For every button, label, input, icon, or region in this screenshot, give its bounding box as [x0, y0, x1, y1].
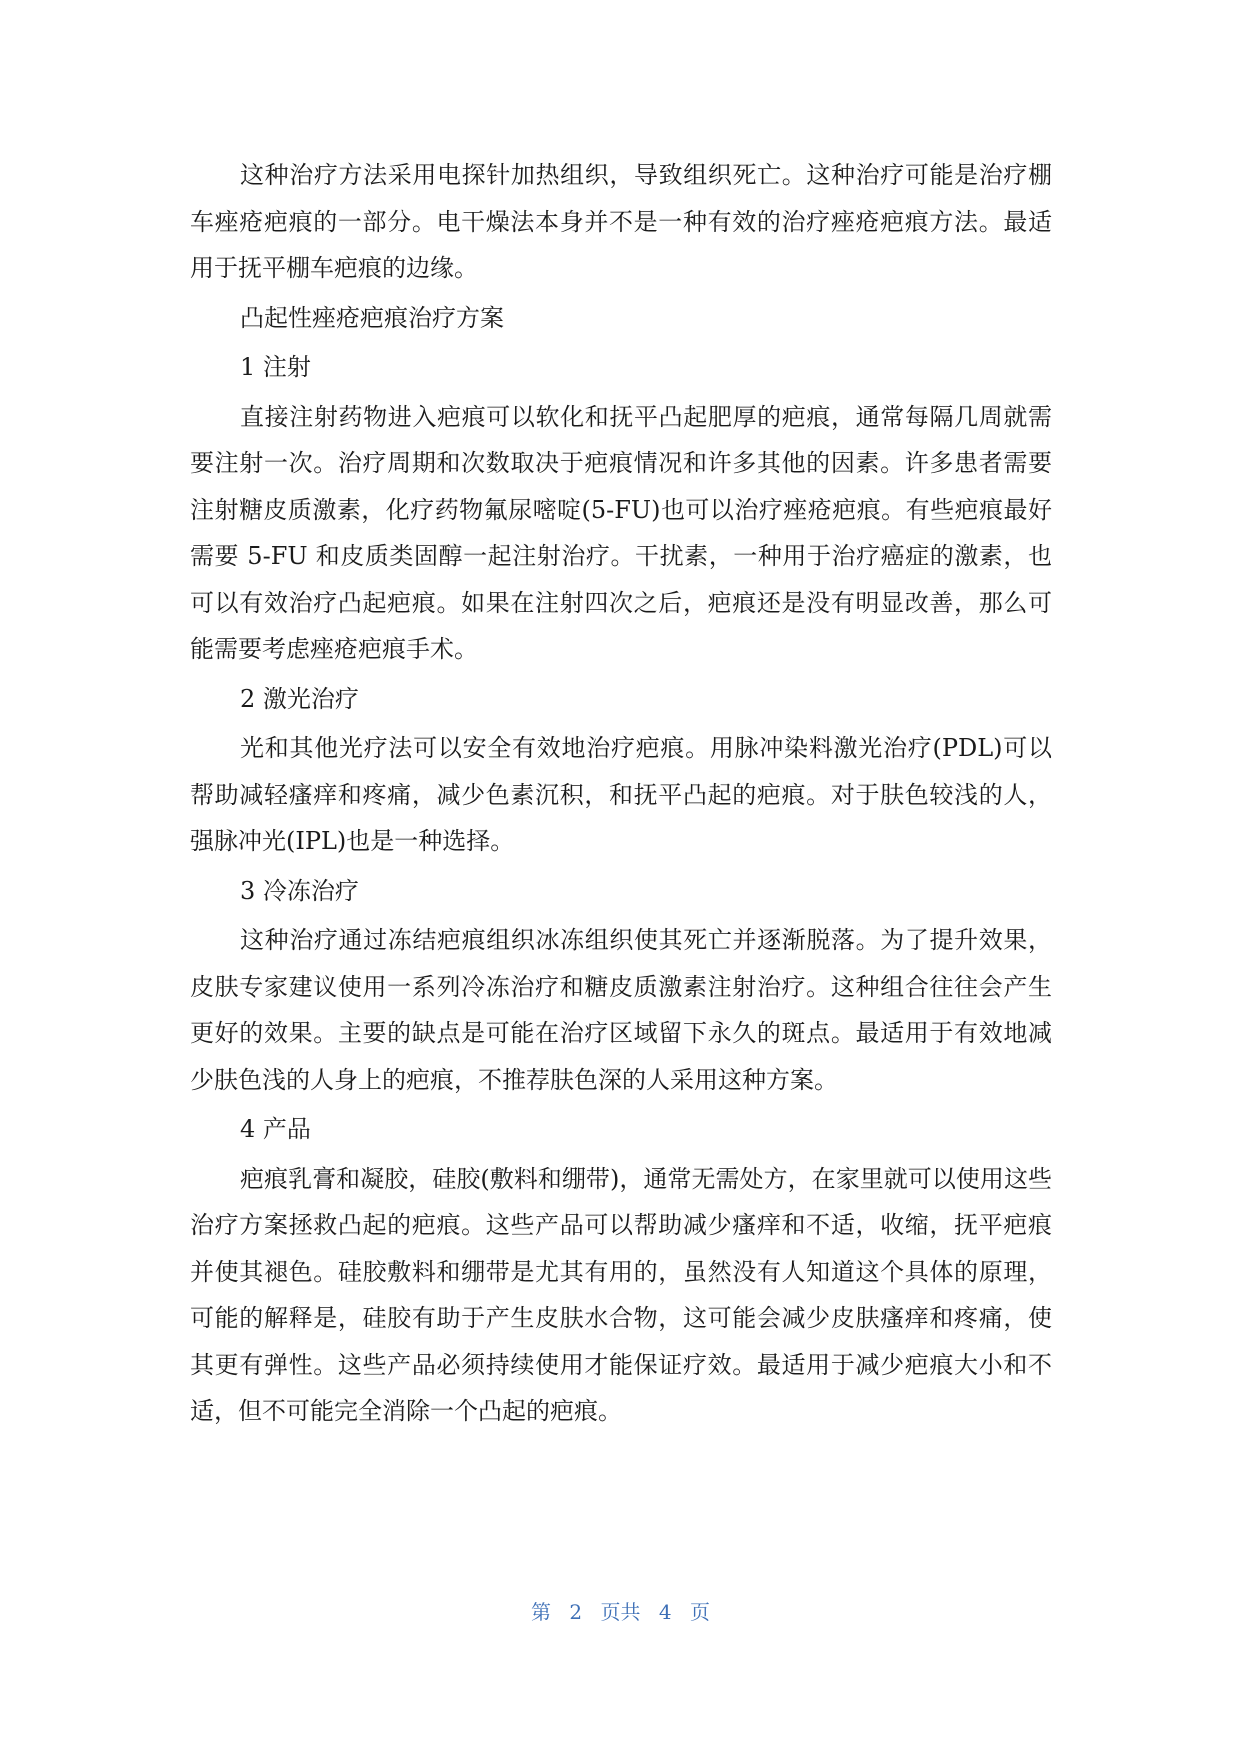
footer-total-pages: 4	[658, 1600, 672, 1624]
paragraph-injection: 直接注射药物进入疤痕可以软化和抚平凸起肥厚的疤痕，通常每隔几周就需要注射一次。治疗周期和次数取决于疤痕情况和许多其他的因素。许多患者需要注射糖皮质激素，化疗药物氟尿嘧啶(5-FU)也可以治疗痤疮疤痕。有些疤痕最好需要 5-FU 和皮质类固醇一起注射治疗。干扰素，一种用于治疗癌症的激素，也可以有效治疗凸起疤痕。如果在注射四次之后，疤痕还是没有明显改善，那么可能需要考虑痤疮疤痕手术。	[190, 402, 1052, 663]
paragraph-cryotherapy: 这种治疗通过冻结疤痕组织冰冻组织使其死亡并逐渐脱落。为了提升效果，皮肤专家建议使用一系列冷冻治疗和糖皮质激素注射治疗。这种组合往往会产生更好的效果。主要的缺点是可能在治疗区域留下永久的斑点。最适用于有效地减少肤色浅的人身上的疤痕，不推荐肤色深的人采用这种方案。	[190, 926, 1052, 1094]
footer-label-end: 页	[689, 1600, 710, 1624]
subheading-cryotherapy: 3 冷冻治疗	[240, 876, 359, 905]
subheading-products: 4 产品	[240, 1115, 311, 1143]
footer-label-page: 第	[531, 1600, 552, 1624]
document-body	[190, 152, 1052, 1438]
paragraph-electrodesiccation: 这种治疗方法采用电探针加热组织，导致组织死亡。这种治疗可能是治疗棚车痤疮疤痕的一部分。电干燥法本身并不是一种有效的治疗痤疮疤痕方法。最适用于抚平棚车疤痕的边缘。	[190, 161, 1052, 282]
subheading-injection: 1 注射	[240, 353, 311, 381]
footer-label-of: 页共	[600, 1600, 641, 1624]
paragraph-laser: 光和其他光疗法可以安全有效地治疗疤痕。用脉冲染料激光治疗(PDL)可以帮助减轻瘙痒和疼痛，减少色素沉积，和抚平凸起的疤痕。对于肤色较浅的人，强脉冲光(IPL)也是一种选择。	[190, 734, 1052, 855]
section-heading-raised-scars: 凸起性痤疮疤痕治疗方案	[240, 303, 504, 332]
paragraph-products: 疤痕乳膏和凝胶，硅胶(敷料和绷带)，通常无需处方，在家里就可以使用这些治疗方案拯救凸起的疤痕。这些产品可以帮助减少瘙痒和不适，收缩，抚平疤痕并使其褪色。硅胶敷料和绷带是尤其有用的，虽然没有人知道这个具体的原理，可能的解释是，硅胶有助于产生皮肤水合物，这可能会减少皮肤瘙痒和疼痛，使其更有弹性。这些产品必须持续使用才能保证疗效。最适用于减少疤痕大小和不适，但不可能完全消除一个凸起的疤痕。	[190, 1164, 1052, 1425]
footer-current-page: 2	[569, 1600, 583, 1624]
page-footer	[0, 1596, 1241, 1625]
subheading-laser: 2 激光治疗	[240, 684, 359, 713]
